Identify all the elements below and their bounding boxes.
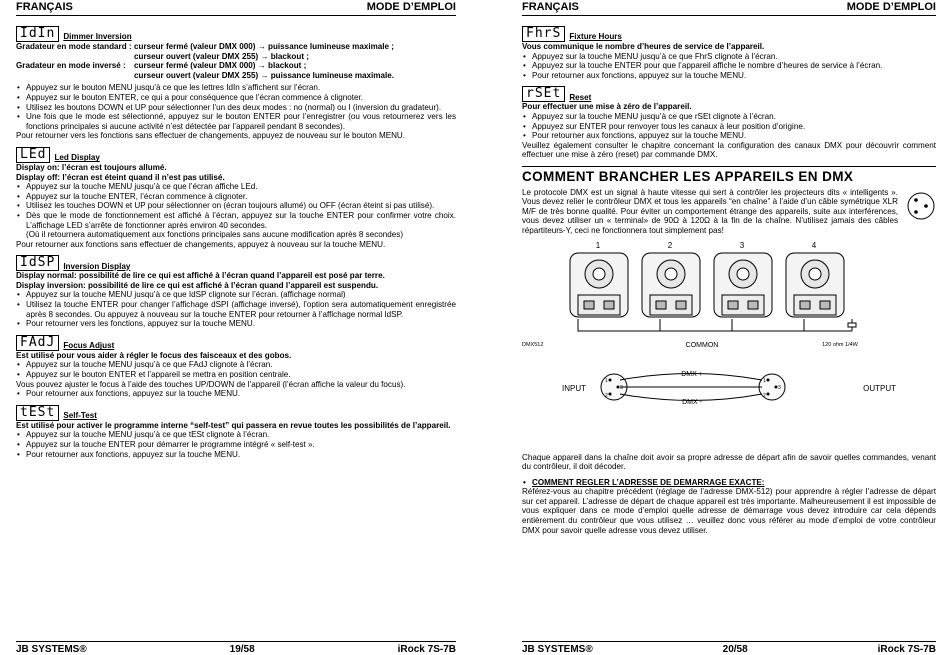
svg-text:3: 3 — [778, 384, 781, 391]
display-code: FAdJ — [16, 335, 59, 351]
section-title: Inversion Display — [63, 261, 131, 271]
mode-label: Gradateur en mode standard : — [16, 42, 132, 51]
svg-text:2: 2 — [763, 392, 766, 399]
description: Display normal: possibilité de lire ce qui est affiché à l’écran quand l’appareil est posé par terre. — [16, 271, 385, 281]
svg-text:2: 2 — [605, 392, 608, 399]
footer-model: iRock 7S-7B — [877, 644, 936, 655]
right-page — [522, 0, 936, 654]
section-title: Dimmer Inversion — [63, 32, 132, 42]
page-header — [16, 1, 456, 16]
fixture-1 — [570, 241, 628, 317]
list-item: • Appuyez sur la touche MENU jusqu’à ce que tESt clignote à l’écran. — [26, 430, 456, 440]
fixture-number: 3 — [739, 240, 745, 250]
list-item: • Appuyez sur la touche ENTER, l’écran commence à clignoter. — [26, 192, 456, 202]
right-content — [522, 24, 936, 535]
dmx-wiring-diagram — [522, 239, 936, 449]
list-item: • Appuyez sur la touche ENTER pour démarrer le programme intégré « self-test ». — [26, 440, 456, 450]
xlr-connector-icon — [906, 188, 936, 224]
terminator-label: 120 ohm 1/4W — [822, 341, 858, 348]
list-item: • Pour retourner aux fonctions, appuyez sur la touche MENU. — [532, 71, 936, 81]
header-title: MODE D’EMPLOI — [366, 1, 456, 13]
note: (Où il retournera automatiquement aux fonctions principales sans aucune modification après 8 secondes) — [26, 230, 404, 240]
list-item: • Appuyez sur le bouton ENTER et l’appareil se mettra en position centrale. — [26, 370, 456, 380]
paragraph: Référez-vous au chapitre précédent (réglage de l’adresse DMX-512) pour apprendre à régler l’adresse de départ sur cet appareil. L’adresse de départ de chaque appareil est très importante. Malheureusement il est impossible de vous expliquer dans ce mode d’emploi quelle adresse de démarrage vous devez introduire car cela dépends entièrement du contrôleur que vous utilisez … veuillez donc vous référer au mode d’emploi de votre contrôleur DMX pour savoir quelle adresse vous devez utiliser. — [522, 487, 936, 535]
left-content — [16, 24, 456, 463]
dmx-label: DMX512 — [522, 341, 544, 348]
section-inversion-display — [16, 253, 456, 329]
footer-page: 19/58 — [229, 644, 255, 655]
list-item: • Utilisez les touches DOWN et UP pour sélectionner on (écran toujours allumé) ou OFF (écran éteint si pas utilisé). — [26, 201, 456, 211]
fixture-number: 2 — [667, 240, 673, 250]
description: Vous communique le nombre d’heures de service de l’appareil. — [522, 42, 765, 51]
left-page — [16, 0, 456, 654]
header-language: FRANÇAIS — [522, 1, 579, 13]
description: Display inversion: possibilité de lire ce qui est affiché à l’écran quand l’appareil est suspendu. — [16, 280, 379, 290]
common-label: COMMON — [685, 341, 719, 349]
header-language: FRANÇAIS — [16, 1, 73, 13]
list-item: • Appuyez sur le bouton ENTER, ce qui a pour conséquence que l’écran commence à clignoter. — [26, 93, 456, 103]
section-title: Reset — [569, 92, 592, 102]
list-item: • Pour retourner aux fonctions, appuyez sur la touche MENU. — [26, 389, 456, 399]
list-item: • Appuyez sur la touche MENU jusqu’à ce que FhrS clignote à l’écran. — [532, 52, 936, 62]
list-item: • Appuyez sur ENTER pour renvoyer tous les canaux à leur position d’origine. — [532, 122, 936, 132]
input-label: INPUT — [562, 383, 586, 393]
list-item: • Une fois que le mode est sélectionné, appuyez sur le bouton ENTER pour l’enregistrer (ou vous retournerez vers les fonctions principales si aucune activité n’est détectée par l’appareil pendant 8 secondes). — [26, 112, 456, 131]
fixture-4 — [786, 241, 844, 317]
section-title: Self-Test — [63, 411, 97, 421]
output-label: OUTPUT — [863, 383, 896, 393]
section-fixture-hours — [522, 24, 936, 80]
paragraph: Veuillez également consulter le chapitre concernant la configuration des canaux DMX pour découvrir comment effectuer une mise à zéro (reset) par commande DMX. — [522, 140, 936, 160]
footer-brand: JB SYSTEMS® — [16, 644, 87, 655]
mode-label: Gradateur en mode inversé : — [16, 61, 126, 71]
list-item: • Pour retourner vers les fonctions, appuyez sur la touche MENU. — [26, 319, 456, 329]
list-item: • Appuyez sur la touche ENTER pour que l’appareil affiche le nombre d’heures de service à l’écran. — [532, 61, 936, 71]
list-item: • Utilisez la touche ENTER pour changer l’affichage dSPI (affichage inversé), l’option sera automatiquement enregistrée après 8 secondes. Ou appuyez à nouveau sur la touche ENTER pour retourner à l’affichage normal IdSP. — [26, 300, 456, 319]
page-footer — [522, 641, 936, 655]
terminator-icon — [848, 323, 856, 327]
xlr-cable-detail — [562, 371, 896, 406]
header-title: MODE D’EMPLOI — [846, 1, 936, 13]
svg-text:1: 1 — [763, 377, 766, 384]
page-header — [522, 1, 936, 16]
mode-text: curseur ouvert (valeur DMX 255) → puissance lumineuse maximale. — [134, 70, 394, 80]
subheading: • COMMENT REGLER L’ADRESSE DE DEMARRAGE EXACTE: — [532, 478, 936, 488]
section-heading-dmx: COMMENT BRANCHER LES APPAREILS EN DMX — [522, 166, 936, 182]
list-item: • Utilisez les boutons DOWN et UP pour sélectionner l’un des deux modes : no (normal) ou I (inversion du gradateur). — [26, 103, 456, 113]
description: Est utilisé pour activer le programme interne “self-test” qui passera en revue toutes les possibilités de l’appareil. — [16, 420, 451, 430]
section-title: Led Display — [54, 153, 100, 163]
list-item: • Dès que le mode de fonctionnement est affiché à l’écran, appuyez sur la touche ENTER pour confirmer votre choix. L’affichage LED s’arrête de fonctionner après environ 40 secondes. — [26, 211, 456, 230]
list-item: • Appuyez sur la touche MENU jusqu’à ce que FAdJ clignote à l’écran. — [26, 360, 456, 370]
mode-text: curseur fermé (valeur DMX 000) → blackout ; — [134, 61, 307, 71]
dmx-plus-label: DMX + — [681, 370, 703, 378]
section-led-display — [16, 145, 456, 249]
footer-brand: JB SYSTEMS® — [522, 644, 593, 655]
section-title: Focus Adjust — [63, 341, 115, 351]
list-item: • Appuyez sur la touche MENU jusqu’à ce que IdSP clignote sur l’écran. (affichage normal) — [26, 290, 456, 300]
dimmer-modes — [16, 42, 456, 80]
paragraph: Vous pouvez ajuster le focus à l’aide des touches UP/DOWN de l’appareil (l’écran affiche la valeur du focus). — [16, 379, 406, 389]
display-code: tESt — [16, 405, 59, 421]
description: Display off: l’écran est éteint quand il n’est pas utilisé. — [16, 172, 225, 182]
display-code: IdIn — [16, 26, 59, 42]
list-item: • Appuyez sur la touche MENU jusqu’à ce que rSEt clignote à l’écran. — [532, 112, 936, 122]
fixture-2 — [642, 241, 700, 317]
fixture-number: 4 — [811, 240, 817, 250]
list-item: • Appuyez sur la touche MENU jusqu’à ce que l’écran affiche LEd. — [26, 182, 456, 192]
paragraph: Chaque appareil dans la chaîne doit avoir sa propre adresse de départ afin de savoir quelles commandes, venant du contrôleur, il doit décoder. — [522, 452, 936, 472]
display-code: FhrS — [522, 26, 565, 42]
paragraph: Le protocole DMX est un signal à haute vitesse qui sert à contrôler les projecteurs dits « intelligents ». Vous devez relier le contrôleur DMX et tous les appareils “en chaîne” à l’aide d’un câble symétrique XLR M/F de très bonne qualité. Pour éviter un comportement étrange des appareils, suite aux interférences, vous devez utiliser un « terminal» de 90Ω à 120Ω à la fin de la chaîne. N’utilisez jamais des câbles répartiteurs-Y, ceci ne fonctionnera tout simplement pas! — [522, 187, 898, 235]
description: Display on: l’écran est toujours allumé. — [16, 162, 167, 172]
description: Est utilisé pour vous aider à régler le focus des faisceaux et des gobos. — [16, 350, 292, 360]
fixture-chain — [522, 241, 859, 349]
section-self-test — [16, 403, 456, 459]
fixture-number: 1 — [595, 240, 601, 250]
svg-text:3: 3 — [620, 384, 623, 391]
list-item: • Appuyez sur le bouton MENU jusqu’à ce que les lettres IdIn s’affichent sur l’écran. — [26, 83, 456, 93]
description: Pour effectuer une mise à zéro de l’appareil. — [522, 102, 692, 112]
mode-text: curseur ouvert (valeur DMX 255) → blackout ; — [134, 51, 309, 61]
display-code: IdSP — [16, 255, 59, 271]
footer-model: iRock 7S-7B — [397, 644, 456, 655]
page-footer — [16, 641, 456, 655]
dmx-minus-label: DMX - — [682, 398, 702, 406]
section-title: Fixture Hours — [569, 32, 622, 42]
display-code: LEd — [16, 147, 50, 163]
mode-text: curseur fermé (valeur DMX 000) → puissance lumineuse maximale ; — [134, 42, 395, 51]
paragraph: Pour retourner aux fonctions sans effectuer de changements, appuyez à nouveau sur la touche MENU. — [16, 239, 386, 249]
section-reset — [522, 84, 936, 160]
list-item: • Pour retourner aux fonctions, appuyez sur la touche MENU. — [26, 450, 456, 460]
svg-text:1: 1 — [605, 377, 608, 384]
section-dimmer-inversion — [16, 24, 456, 141]
list-item: • Pour retourner aux fonctions, appuyez sur la touche MENU. — [532, 131, 936, 141]
fixture-3 — [714, 241, 772, 317]
section-focus-adjust — [16, 333, 456, 399]
display-code: rSEt — [522, 86, 565, 102]
paragraph: Pour retourner vers les fonctions sans effectuer de changements, appuyez de nouveau sur le bouton MENU. — [16, 131, 406, 141]
footer-page: 20/58 — [722, 644, 748, 655]
